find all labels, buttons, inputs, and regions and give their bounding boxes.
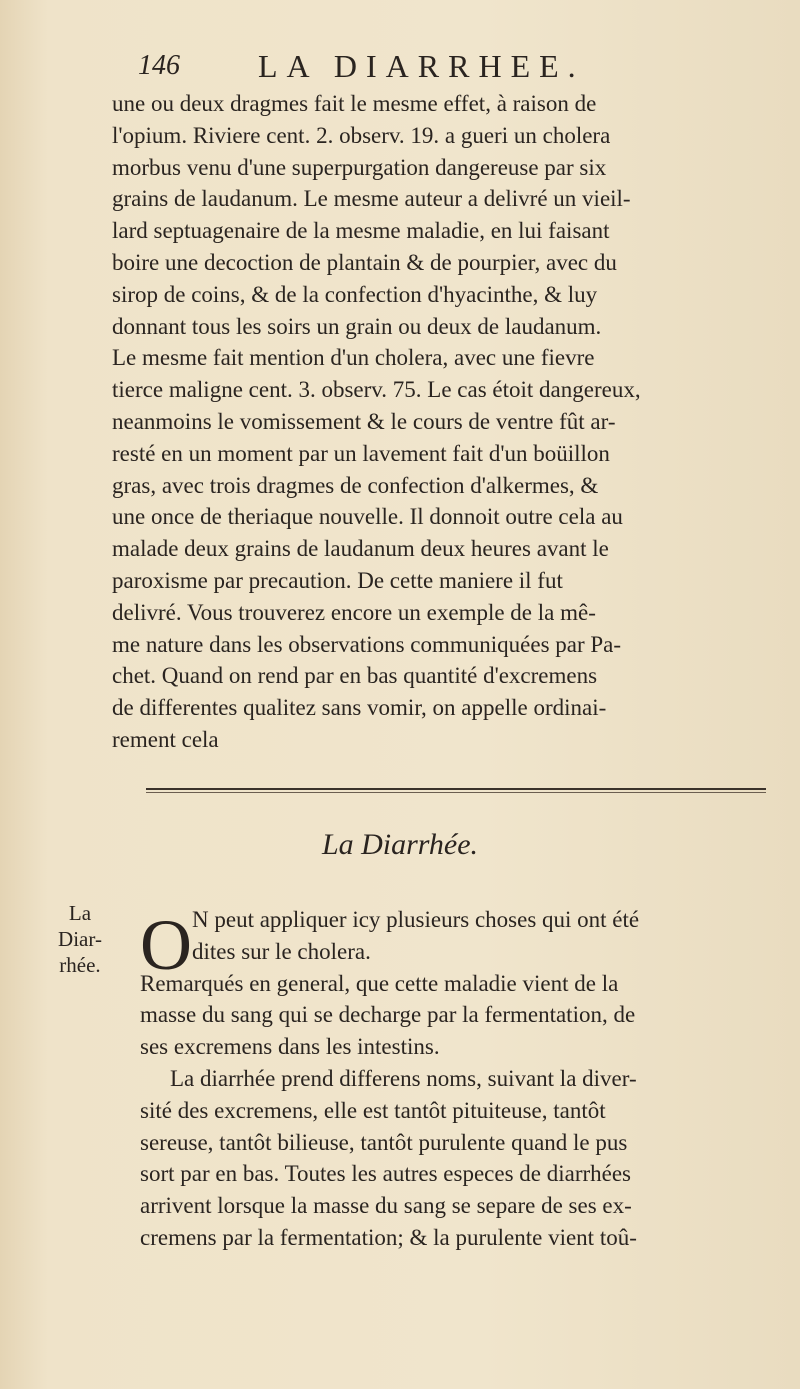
text-line: me nature dans les observations communiquées par Pa- [112,631,622,657]
text-line: neanmoins le vomissement & le cours de ventre fût ar- [112,408,616,434]
text-line: malade deux grains de laudanum deux heures avant le [112,536,609,562]
text-line: donnant tous les soirs un grain ou deux de laudanum. [112,313,602,339]
text-line: delivré. Vous trouverez encore un exemple de la mê- [112,599,596,625]
text-line: resté en un moment par un lavement fait d'un boüillon [112,440,610,466]
page-header [138,46,768,90]
text-line: grains de laudanum. Le mesme auteur a delivré un vieil- [112,186,631,212]
text-line: gras, avec trois dragmes de confection d'alkermes, & [112,472,599,498]
text-line: sort par en bas. Toutes les autres especes de diarrhées [140,1161,632,1187]
drop-cap: O [140,905,192,985]
text-line: sirop de coins, & de la confection d'hyacinthe, & luy [112,281,598,307]
text-line: lard septuagenaire de la mesme maladie, en lui faisant [112,218,610,244]
text-line: ses excremens dans les intestins. [140,1034,440,1060]
text-line: tierce maligne cent. 3. observ. 75. Le cas étoit dangereux, [112,377,641,403]
page-number: 146 [138,50,180,81]
margin-note [50,900,110,978]
text-line: arrivent lorsque la masse du sang se separe de ses ex- [140,1193,632,1219]
text-line: sité des excremens, elle est tantôt pituiteuse, tantôt [140,1097,606,1123]
text-line: Remarqués en general, que cette maladie vient de la [140,970,619,996]
text-line: N peut appliquer icy plusieurs choses qui ont été [192,907,640,932]
text-line: La diarrhée prend differens noms, suivant la diver- [170,1065,637,1091]
margin-note-line: Diar- [58,927,102,951]
text-line: masse du sang qui se decharge par la fermentation, de [140,1002,636,1028]
text-line: dites sur le cholera. [192,938,371,964]
text-line: boire une decoction de plantain & de pourpier, avec du [112,249,617,275]
section-title: La Diarrhée. [321,828,479,861]
text-line: rement cela [112,726,219,752]
margin-note-line: rhée. [59,953,101,977]
margin-note-line: La [68,901,92,925]
section-divider-thin [146,792,766,793]
text-line: une ou deux dragmes fait le mesme effet, à raison de [112,91,597,116]
bottom-text-block [140,904,770,1254]
text-line: l'opium. Riviere cent. 2. observ. 19. a gueri un cholera [112,122,611,148]
section-divider [146,788,766,790]
top-text-block [112,88,772,756]
text-line: morbus venu d'une superpurgation dangereuse par six [112,154,607,180]
text-line: sereuse, tantôt bilieuse, tantôt purulente quand le pus [140,1129,628,1155]
text-line: paroxisme par precaution. De cette maniere il fut [112,567,563,593]
text-line: une once de theriaque nouvelle. Il donnoit outre cela au [112,504,623,530]
text-line: chet. Quand on rend par en bas quantité d'excremens [112,663,598,689]
text-line: de differentes qualitez sans vomir, on appelle ordinai- [112,695,607,721]
text-line: Le mesme fait mention d'un cholera, avec une fievre [112,345,595,371]
running-title: LA DIARRHEE. [258,48,585,84]
text-line: cremens par la fermentation; & la purulente vient toû- [140,1224,637,1250]
